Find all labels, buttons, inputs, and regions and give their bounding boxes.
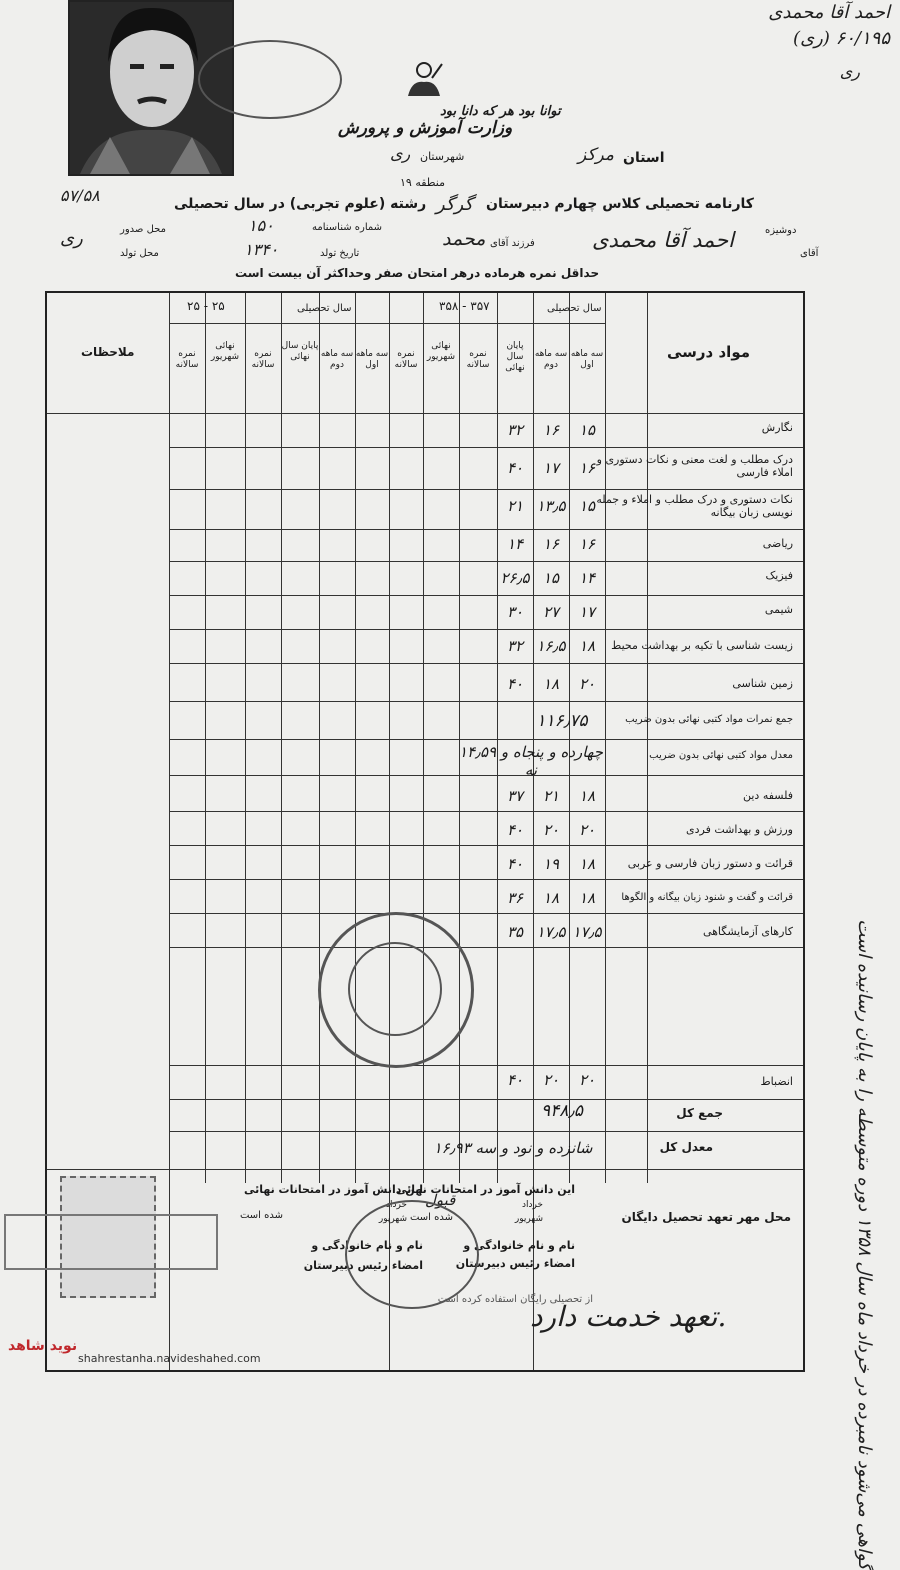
exam2-done: شده است [409, 1212, 453, 1223]
student-name: احمد آقا محمدی [592, 228, 735, 252]
miss-label: دوشیزه [765, 225, 797, 236]
motto: توانا بود هر که دانا بود [440, 104, 561, 119]
grade2-2-q2: ۱۹ [542, 855, 560, 873]
subject-1: درک مطلب و لغت معنی و نکات دستوری و املاء فارسی [596, 453, 793, 479]
exam2-result: قبول [425, 1191, 456, 1209]
subject-3: ریاضی [762, 537, 793, 550]
birth-date: ۱۳۴۰ [244, 240, 279, 259]
lion-sun-emblem-icon [402, 58, 446, 102]
exam2-text: این دانش آموز در امتحانات نهائی [395, 1183, 575, 1196]
grade2-2-final: ۴۰ [506, 855, 524, 873]
subjects-header: مواد درسی [667, 343, 751, 361]
id-number-label: شماره شناسنامه [312, 222, 383, 233]
grade-1-q1: ۱۶ [578, 459, 596, 477]
service-commitment: تعهد خدمت دارد. [530, 1300, 727, 1333]
grade-0-q2: ۱۶ [542, 421, 560, 439]
report-title: کارنامه تحصیلی کلاس چهارم دبیرستان [486, 196, 754, 212]
grade2-4-q2: ۱۷٫۵ [536, 923, 566, 941]
year-label-1: سال تحصیلی [547, 303, 602, 314]
col2-q2: سه ماهه دوم [320, 349, 354, 370]
birth-date-label: تاریخ تولد [320, 248, 360, 259]
grade-5-final: ۳۰ [506, 603, 524, 621]
grand-avg-label: معدل کل [659, 1140, 713, 1154]
total-value: ۹۴۸٫۵ [540, 1101, 584, 1121]
grade2-0-final: ۳۷ [506, 787, 524, 805]
grade-4-final: ۲۶٫۵ [500, 569, 530, 587]
sum-value: ۱۱۶٫۷۵ [536, 711, 588, 731]
grade-3-final: ۱۴ [506, 535, 524, 553]
discipline-label: انضباط [760, 1075, 793, 1088]
exam2-month2: شهریور [514, 1214, 543, 1224]
margin-note: گواهی می‌شود نامبرده در خرداد ماه سال ۱۳۵۸ دوره متوسطه را به پایان رسانیده است [854, 919, 875, 1570]
grade2-1-q2: ۲۰ [542, 821, 560, 839]
school-name: گرگر [436, 194, 474, 215]
subject-7: زمین شناسی [732, 677, 793, 690]
col-q1: سه ماهه اول [570, 349, 604, 370]
grade-7-q1: ۲۰ [578, 675, 596, 693]
region: منطقه ۱۹ [400, 176, 446, 189]
grade-2-q1: ۱۵ [578, 497, 596, 515]
avg-value: ۱۴٫۵۹ چهارده و پنجاه و نه [458, 743, 604, 779]
grade2-4-final: ۳۵ [506, 923, 524, 941]
school-seal-inner [348, 942, 442, 1036]
note-line-3: ری [839, 62, 860, 81]
grade-7-q2: ۱۸ [542, 675, 560, 693]
subject2-1: ورزش و بهداشت فردی [686, 823, 793, 836]
subject-6: زیست شناسی با تکیه بر بهداشت محیط [611, 639, 793, 652]
ministry: وزارت آموزش و پرورش [338, 118, 513, 138]
grade-3-q2: ۱۶ [542, 535, 560, 553]
grade-2-final: ۲۱ [506, 497, 524, 515]
subject-5: شیمی [764, 603, 793, 616]
grade-0-final: ۳۲ [506, 421, 524, 439]
exam2-month: خرداد [521, 1200, 543, 1210]
father-name: محمد [442, 228, 486, 250]
subject2-4: کارهای آزمایشگاهی [702, 925, 793, 938]
note-line-1: احمد آقا محمدی [768, 2, 890, 23]
free-education-note: از تحصیلی رایگان استفاده کرده است [437, 1294, 593, 1305]
exam1-month2: شهریور [378, 1214, 407, 1224]
discipline-q1: ۲۰ [578, 1071, 596, 1089]
subject-0: نگارش [761, 421, 793, 434]
exam1-month: خرداد [385, 1200, 407, 1210]
grade2-3-q2: ۱۸ [542, 889, 560, 907]
grade2-0-q1: ۱۸ [578, 787, 596, 805]
academic-year: ۵۷/۵۸ [60, 186, 100, 205]
discipline-final: ۴۰ [506, 1071, 524, 1089]
exam1-done: شده است [239, 1210, 283, 1221]
subject2-0: فلسفه دین [742, 789, 793, 802]
note-line-2: (ری) ۶۰/۱۹۵ [793, 28, 890, 49]
province-label: استان [623, 150, 665, 166]
grade2-1-final: ۴۰ [506, 821, 524, 839]
col-annual: نمره سالانه [466, 349, 490, 370]
grade-2-q2: ۱۳٫۵ [536, 497, 566, 515]
issue-place-label: محل صدور [120, 224, 166, 235]
exam1-sign: امضاء رئیس دبیرستان [303, 1259, 423, 1272]
grade-5-q1: ۱۷ [578, 603, 596, 621]
exam2-sign: امضاء رئیس دبیرستان [455, 1257, 575, 1270]
total-label: جمع کل [676, 1106, 723, 1120]
grade-6-q1: ۱۸ [578, 637, 596, 655]
grade2-3-final: ۳۶ [506, 889, 524, 907]
grade2-0-q2: ۲۱ [542, 787, 560, 805]
col2-annual-b: نمره سالانه [175, 349, 199, 370]
footer-seal [345, 1200, 479, 1309]
subject2-3: قرائت و گفت و شنود زبان بیگانه و الگوها [621, 892, 793, 903]
grade-4-q1: ۱۴ [578, 569, 596, 587]
city-value: ری [390, 144, 411, 163]
col-shahrivar-1: نهائی شهریور [426, 341, 456, 362]
grade-1-final: ۴۰ [506, 459, 524, 477]
city-label: شهرستان [420, 150, 465, 163]
grade2-3-q1: ۱۸ [578, 889, 596, 907]
col2-shahrivar: نهائی شهریور [210, 341, 240, 362]
remarks-header: ملاحظات [81, 345, 135, 359]
grade2-4-q1: ۱۷٫۵ [572, 923, 602, 941]
col2-final: پایان سال نهائی [281, 341, 319, 362]
subject2-2: قرائت و دستور زبان فارسی و عربی [627, 857, 793, 870]
photo-stamp [198, 40, 342, 119]
grade-0-q1: ۱۵ [578, 421, 596, 439]
exam2-family: نام و نام خانوادگی و [463, 1239, 575, 1252]
subject-2: نکات دستوری و درک مطلب و املاء و جمله نویسی زبان بیگانه [596, 493, 793, 519]
grade-1-q2: ۱۷ [542, 459, 560, 477]
grade-6-final: ۳۲ [506, 637, 524, 655]
id-number: ۱۵۰ [248, 216, 274, 235]
col-q2: سه ماهه دوم [534, 349, 568, 370]
col2-annual: نمره سالانه [251, 349, 275, 370]
site-logo: نوید شاهد [8, 1338, 78, 1354]
province-value: مرکز [578, 145, 614, 165]
year-1: ۳۵۸ - ۳۵۷ [439, 299, 490, 313]
field-label: رشته (علوم تجربی) در سال تحصیلی [174, 196, 427, 212]
son-of-label: فرزند آقای [490, 238, 535, 249]
grade2-1-q1: ۲۰ [578, 821, 596, 839]
grade-3-q1: ۱۶ [578, 535, 596, 553]
sum-label: جمع نمرات مواد کتبی نهائی بدون ضریب [625, 714, 793, 725]
discipline-q2: ۲۰ [542, 1071, 560, 1089]
grade-6-q2: ۱۶٫۵ [536, 637, 566, 655]
col-final: پایان سال نهائی [505, 341, 525, 373]
grade-7-final: ۴۰ [506, 675, 524, 693]
site-watermark: shahrestanha.navideshahed.com [78, 1352, 261, 1365]
issue-place: ری [60, 228, 83, 249]
stamp-place-label: محل مهر تعهد تحصیل دایگان [621, 1210, 791, 1224]
grand-avg-value: ۱۶٫۹۳ شانزده و نود و سه [433, 1139, 593, 1157]
year-label-2: سال تحصیلی [297, 303, 352, 314]
grade-4-q2: ۱۵ [542, 569, 560, 587]
exam1-family: نام و نام خانوادگی و [311, 1239, 423, 1252]
grade2-2-q1: ۱۸ [578, 855, 596, 873]
col2-q1: سه ماهه اول [355, 349, 389, 370]
exam1-text: این دانش آموز در امتحانات نهائی [243, 1183, 423, 1196]
avg-label: معدل مواد کتبی نهائی بدون ضریب [649, 750, 793, 761]
birth-place-label: محل تولد [120, 248, 159, 259]
col-annual-1b: نمره سالانه [394, 349, 418, 370]
grading-note: حداقل نمره هرماده درهر امتحان صفر وحداکثر آن بیست است [235, 266, 600, 280]
side-stamp-box [4, 1214, 218, 1270]
year-2: ۲۵ - ۲۵ [187, 299, 225, 313]
mr-label: آقای [800, 248, 819, 259]
subject-4: فیزیک [765, 569, 793, 582]
grade-5-q2: ۲۷ [542, 603, 560, 621]
